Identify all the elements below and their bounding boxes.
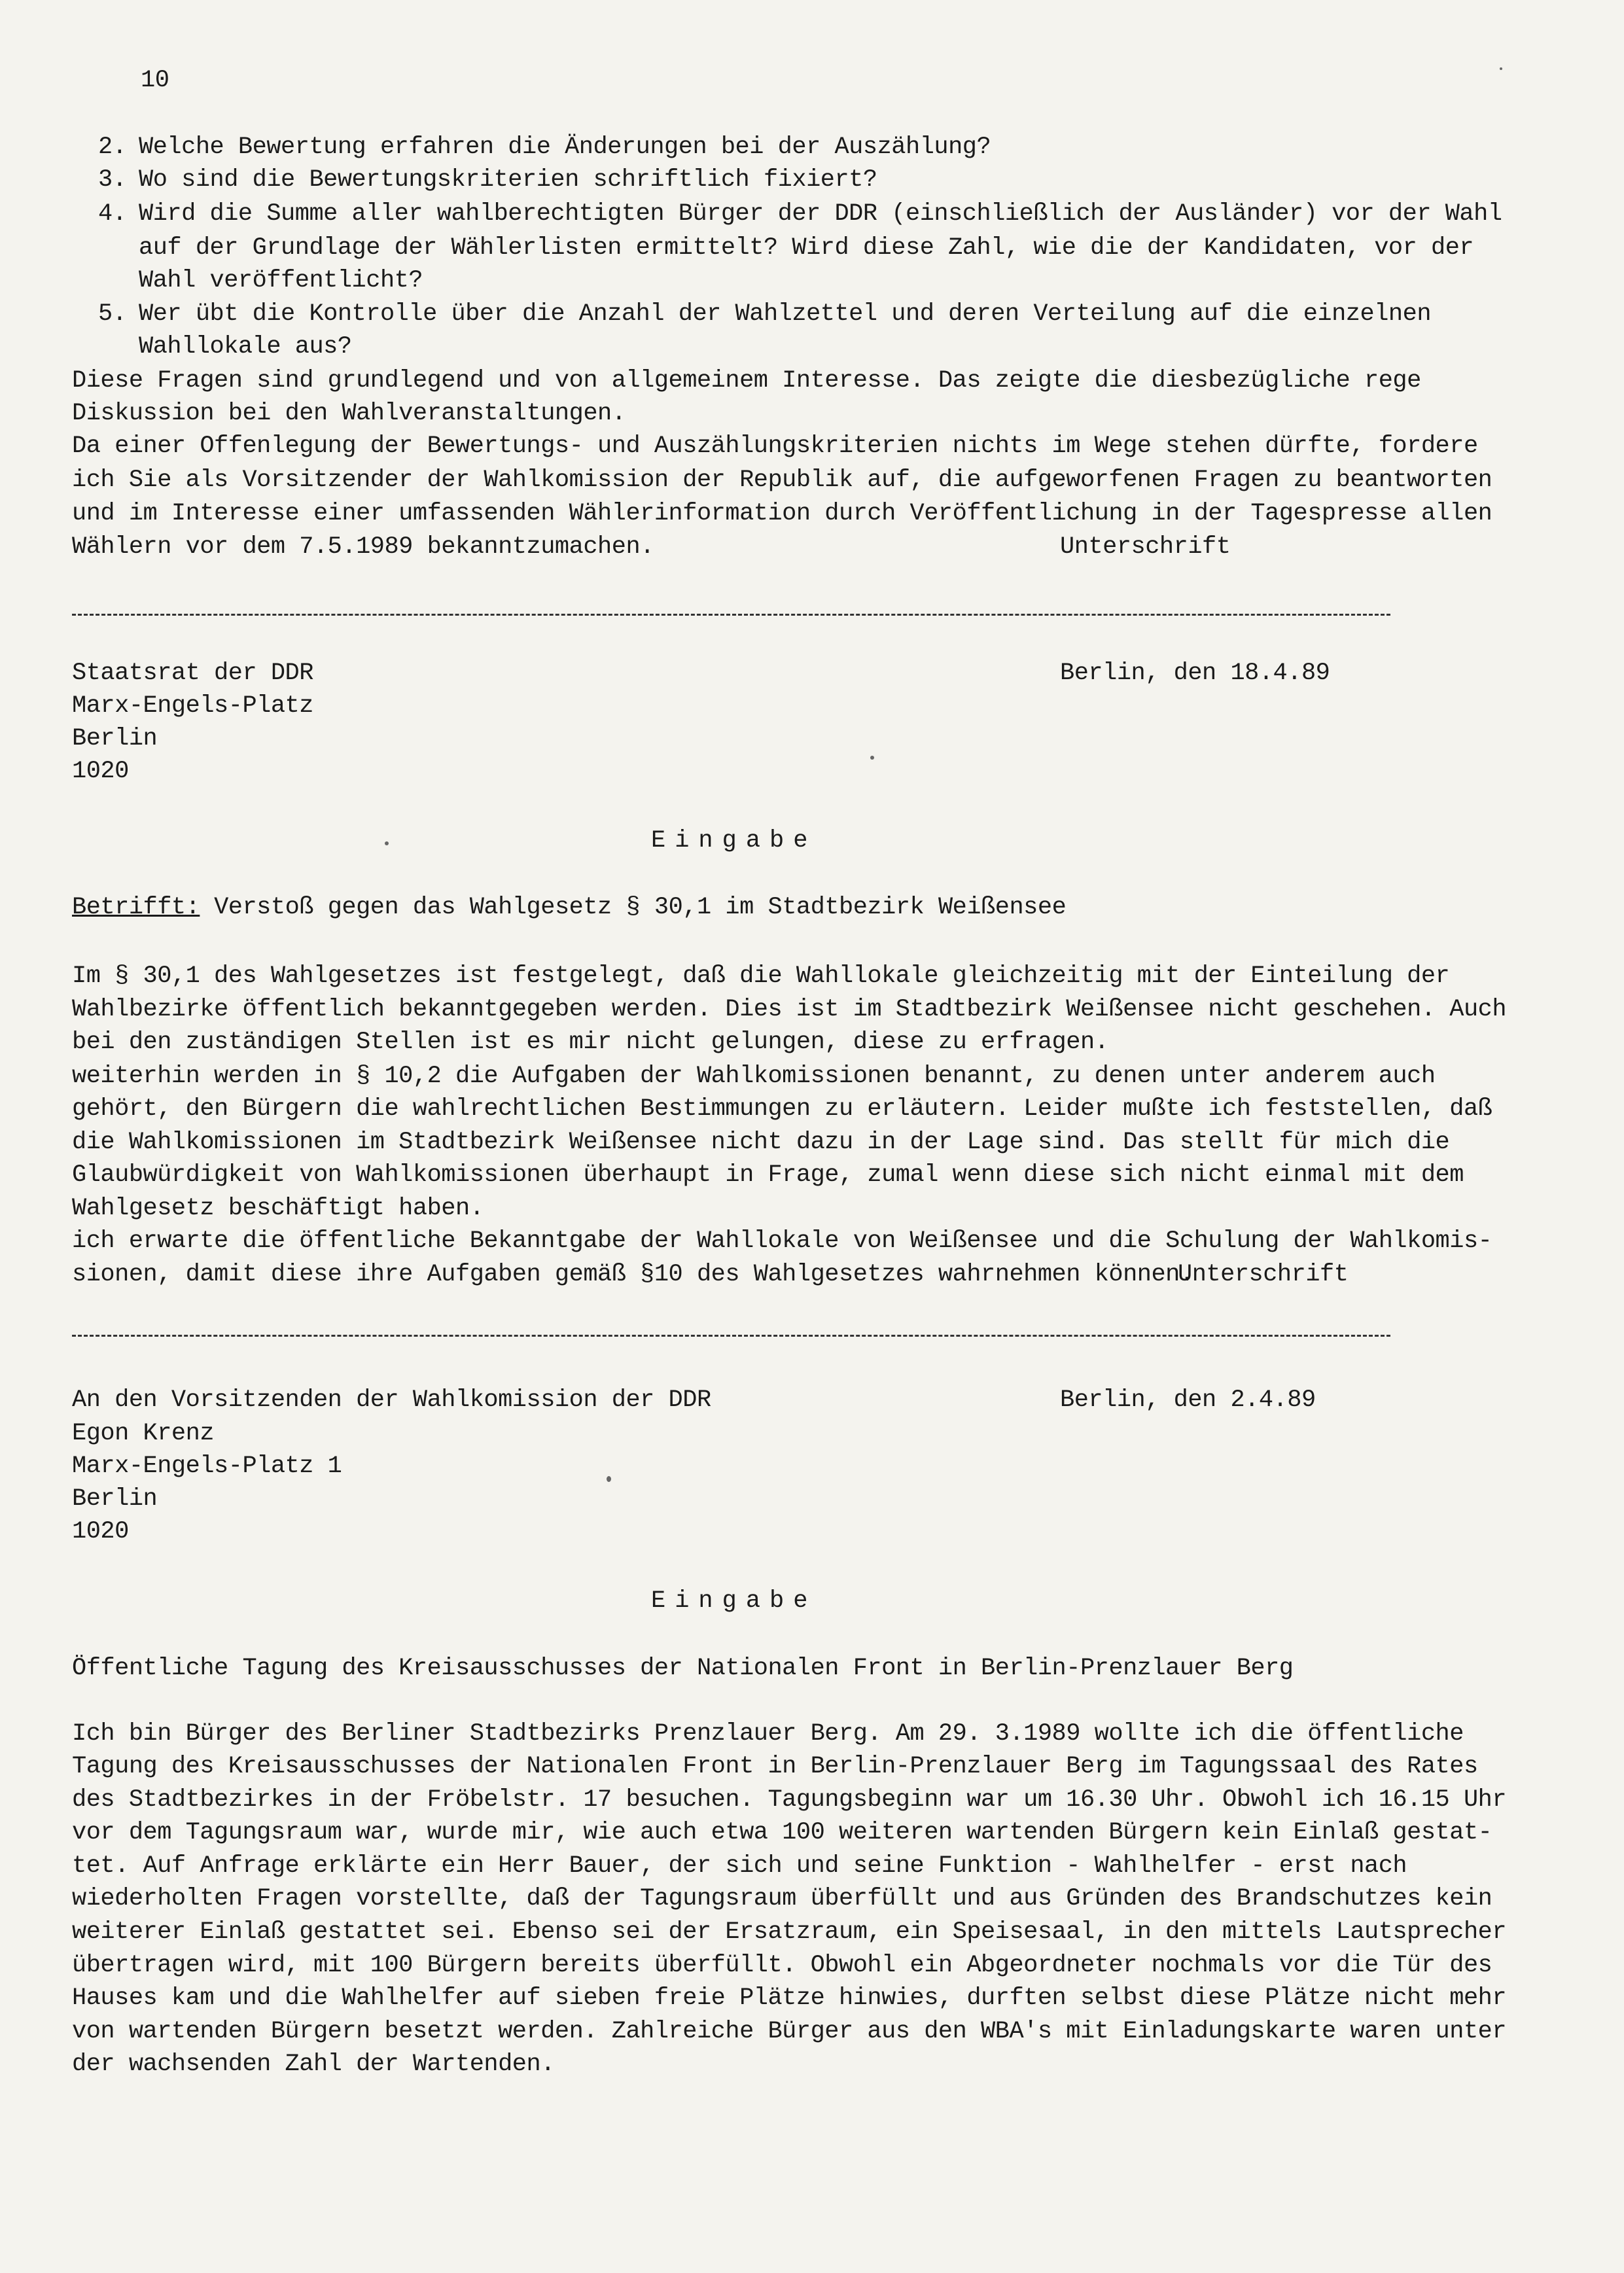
question-text: Wahllokale aus?	[139, 333, 352, 361]
address-line: Berlin	[72, 1485, 158, 1513]
text-line: Glaubwürdigkeit von Wahlkomissionen überhaupt in Frage, zumal wenn diese sich nicht einmal mit dem	[72, 1161, 1464, 1189]
text-line: ich erwarte die öffentliche Bekanntgabe der Wahllokale von Weißensee und die Schulung der Wahlkomis-	[72, 1227, 1492, 1255]
text-line: Hauses kam und die Wahlhelfer auf sieben freie Plätze hinwies, durften selbst diese Plätze nicht mehr	[72, 1984, 1507, 2012]
text-line: und im Interesse einer umfassenden Wählerinformation durch Veröffentlichung in der Tagespresse allen	[72, 500, 1492, 527]
divider	[72, 1335, 1390, 1337]
text-line: übertragen wird, mit 100 Bürgern bereits überfüllt. Obwohl ein Abgeordneter nochmals vor die Tür des	[72, 1952, 1492, 1979]
address-line: Marx-Engels-Platz	[72, 692, 313, 720]
text-line: des Stadtbezirkes in der Fröbelstr. 17 besuchen. Tagungsbeginn war um 16.30 Uhr. Obwohl ich 16.15 Uhr	[72, 1786, 1507, 1814]
address-line: Staatsrat der DDR	[72, 660, 313, 687]
signature: Unterschrift	[1060, 533, 1231, 561]
text-line: die Wahlkomissionen im Stadtbezirk Weißensee nicht dazu in der Lage sind. Das stellt für mich die	[72, 1129, 1450, 1156]
text-line: der wachsenden Zahl der Wartenden.	[72, 2051, 555, 2078]
question-text: Wo sind die Bewertungskriterien schriftlich fixiert?	[139, 166, 877, 194]
address-line: Marx-Engels-Platz 1	[72, 1453, 342, 1480]
question-text: Wer übt die Kontrolle über die Anzahl der Wahlzettel und deren Verteilung auf die einzelnen	[139, 300, 1432, 328]
text-line: Wählern vor dem 7.5.1989 bekanntzumachen.	[72, 533, 654, 561]
text-line: tet. Auf Anfrage erklärte ein Herr Bauer, der sich und seine Funktion - Wahlhelfer - erst nach	[72, 1852, 1407, 1880]
address-line: Egon Krenz	[72, 1420, 215, 1447]
subject-label: Betrifft:	[72, 894, 200, 921]
subject-line: Öffentliche Tagung des Kreisausschusses der Nationalen Front in Berlin-Prenzlauer Berg	[72, 1655, 1294, 1682]
scan-speck	[607, 1476, 611, 1482]
document-page: 10 2. Welche Bewertung erfahren die Änderungen bei der Auszählung? 3. Wo sind die Bewertungskriterien schriftlich fixiert? 4. Wird die Summe aller wahlberechtigten Bürger der DDR (einschließlich der Ausländer) vor der Wahl auf der Grundlage der Wählerlisten ermittelt? Wird diese Zahl, wie die der Kandidaten, vor der Wahl veröffentlicht? 5. Wer übt die Kontrolle über die Anzahl der Wahlzettel und deren Verteilung auf die einzelnen Wahllokale aus? Diese Fragen sind grundlegend und von allgemeinem Interesse. Das zeigte die diesbezügliche rege Diskussion bei den Wahlveranstaltungen. Da einer Offenlegung der Bewertungs- und Auszählungskriterien nichts im Wege stehen dürfte, fordere ich Sie als Vorsitzender der Wahlkomission der Republik auf, die aufgeworfenen Fragen zu beantworten und im Interesse einer umfassenden Wählerinformation durch Veröffentlichung in der Tagespresse allen Wählern vor dem 7.5.1989 bekanntzumachen. Unterschrift Staatsrat der DDR Marx-Engels-Platz Berlin 1020 Berlin, den 18.4.89 Eingabe Betrifft: Verstoß gegen das Wahlgesetz § 30,1 im Stadtbezirk Weißensee Im § 30,1 des Wahlgesetzes ist festgelegt, daß die Wahllokale gleichzeitig mit der Einteilung der Wahlbezirke öffentlich bekanntgegeben werden. Dies ist im Stadtbezirk Weißensee nicht geschehen. Auch bei den zuständigen Stellen ist es mir nicht gelungen, diese zu erfragen. weiterhin werden in § 10,2 die Aufgaben der Wahlkomissionen benannt, zu denen unter anderem auch gehört, den Bürgern die wahlrechtlichen Bestimmungen zu erläutern. Leider mußte ich feststellen, daß die Wahlkomissionen im Stadtbezirk Weißensee nicht dazu in der Lage sind. Das stellt für mich die Glaubwürdigkeit von Wahlkomissionen überhaupt in Frage, zumal wenn diese sich nicht einmal mit dem Wahlgesetz beschäftigt haben. ich erwarte die öffentliche Bekanntgabe der Wahllokale von Weißensee und die Schulung der Wahlkomis- sionen, damit diese ihre Aufgaben gemäß §10 des Wahlgesetzes wahrnehmen können. Unterschrift An den Vorsitzenden der Wahlkomission der DDR Egon Krenz Marx-Engels-Platz 1 Berlin 1020 Berlin, den 2.4.89 Eingabe Öffentliche Tagung des Kreisausschusses der Nationalen Front in Berlin-Prenzlauer Berg Ich bin Bürger des Berliner Stadtbezirks Prenzlauer Berg. Am 29. 3.1989 wollte ich die öffentliche Tagung des Kreisausschusses der Nationalen Front in Berlin-Prenzlauer Berg im Tagungssaal des Rates des Stadtbezirkes in der Fröbelstr. 17 besuchen. Tagungsbeginn war um 16.30 Uhr. Obwohl ich 16.15 Uhr vor dem Tagungsraum war, wurde mir, wie auch etwa 100 weiteren wartenden Bürgern kein Einlaß gestat- tet. Auf Anfrage erklärte ein Herr Bauer, der sich und seine Funktion - Wahlhelfer - erst nach wiederholten Fragen vorstellte, daß der Tagungsraum überfüllt und aus Gründen des Brandschutzes kein weiterer Einlaß gestattet sei. Ebenso sei der Ersatzraum, ein Speisesaal, in den mittels Lautsprecher übertragen wird, mit 100 Bürgern bereits überfüllt. Obwohl ein Abgeordneter nochmals vor die Tür des Hauses kam und die Wahlhelfer auf sieben freie Plätze hinwies, durften selbst diese Plätze nicht mehr von wartenden Bürgern besetzt werden. Zahlreiche Bürger aus den WBA's mit Einladungskarte waren unter der wachsenden Zahl der Wartenden.	[0, 0, 1624, 2273]
divider	[72, 614, 1390, 616]
letter-date: Berlin, den 18.4.89	[1060, 660, 1330, 687]
address-line: 1020	[72, 758, 129, 785]
address-line: 1020	[72, 1518, 129, 1545]
subject-text: Verstoß gegen das Wahlgesetz § 30,1 im Stadtbezirk Weißensee	[214, 894, 1067, 921]
address-line: An den Vorsitzenden der Wahlkomission der DDR	[72, 1386, 711, 1414]
scan-speck	[870, 756, 874, 760]
text-line: vor dem Tagungsraum war, wurde mir, wie auch etwa 100 weiteren wartenden Bürgern kein Einlaß gestat-	[72, 1819, 1492, 1846]
text-line: Tagung des Kreisausschusses der Nationalen Front in Berlin-Prenzlauer Berg im Tagungssaal des Rates	[72, 1753, 1478, 1780]
text-line: Wahlbezirke öffentlich bekanntgegeben werden. Dies ist im Stadtbezirk Weißensee nicht geschehen. Auch	[72, 996, 1507, 1023]
text-line: Diskussion bei den Wahlveranstaltungen.	[72, 400, 626, 427]
subject-line	[72, 891, 1066, 924]
text-line: wiederholten Fragen vorstellte, daß der Tagungsraum überfüllt und aus Gründen des Brandschutzes kein	[72, 1885, 1492, 1912]
question-text: auf der Grundlage der Wählerlisten ermittelt? Wird diese Zahl, wie die der Kandidaten, vor der	[139, 234, 1474, 262]
scan-speck	[1500, 67, 1502, 70]
text-line: Ich bin Bürger des Berliner Stadtbezirks Prenzlauer Berg. Am 29. 3.1989 wollte ich die öffentliche	[72, 1720, 1464, 1748]
text-line: gehört, den Bürgern die wahlrechtlichen Bestimmungen zu erläutern. Leider mußte ich feststellen, daß	[72, 1095, 1492, 1123]
question-text: Welche Bewertung erfahren die Änderungen bei der Auszählung?	[139, 133, 991, 161]
text-line: weiterhin werden in § 10,2 die Aufgaben der Wahlkomissionen benannt, zu denen unter anderem auch	[72, 1063, 1436, 1090]
text-line: weiterer Einlaß gestattet sei. Ebenso sei der Ersatzraum, ein Speisesaal, in den mittels Lautsprecher	[72, 1918, 1507, 1946]
scan-speck	[385, 841, 389, 845]
address-line: Berlin	[72, 725, 158, 752]
text-line: von wartenden Bürgern besetzt werden. Zahlreiche Bürger aus den WBA's mit Einladungskarte waren unter	[72, 2018, 1507, 2045]
letter-heading: Eingabe	[651, 827, 817, 855]
letter-date: Berlin, den 2.4.89	[1060, 1386, 1316, 1414]
signature: Unterschrift	[1178, 1261, 1349, 1288]
text-line: Da einer Offenlegung der Bewertungs- und Auszählungskriterien nichts im Wege stehen dürfte, fordere	[72, 432, 1478, 460]
text-line: Im § 30,1 des Wahlgesetzes ist festgelegt, daß die Wahllokale gleichzeitig mit der Einteilung der	[72, 962, 1450, 990]
text-line: Wahlgesetz beschäftigt haben.	[72, 1195, 484, 1222]
text-line: bei den zuständigen Stellen ist es mir nicht gelungen, diese zu erfragen.	[72, 1029, 1109, 1056]
text-line: sionen, damit diese ihre Aufgaben gemäß §10 des Wahlgesetzes wahrnehmen können.	[72, 1261, 1194, 1288]
page-number: 10	[141, 67, 169, 94]
letter-heading: Eingabe	[651, 1587, 817, 1615]
text-line: Diese Fragen sind grundlegend und von allgemeinem Interesse. Das zeigte die diesbezügliche rege	[72, 367, 1421, 395]
question-text: Wahl veröffentlicht?	[139, 267, 423, 294]
text-line: ich Sie als Vorsitzender der Wahlkomission der Republik auf, die aufgeworfenen Fragen zu beantworten	[72, 467, 1492, 494]
question-text: Wird die Summe aller wahlberechtigten Bürger der DDR (einschließlich der Ausländer) vor der Wahl	[139, 200, 1502, 228]
